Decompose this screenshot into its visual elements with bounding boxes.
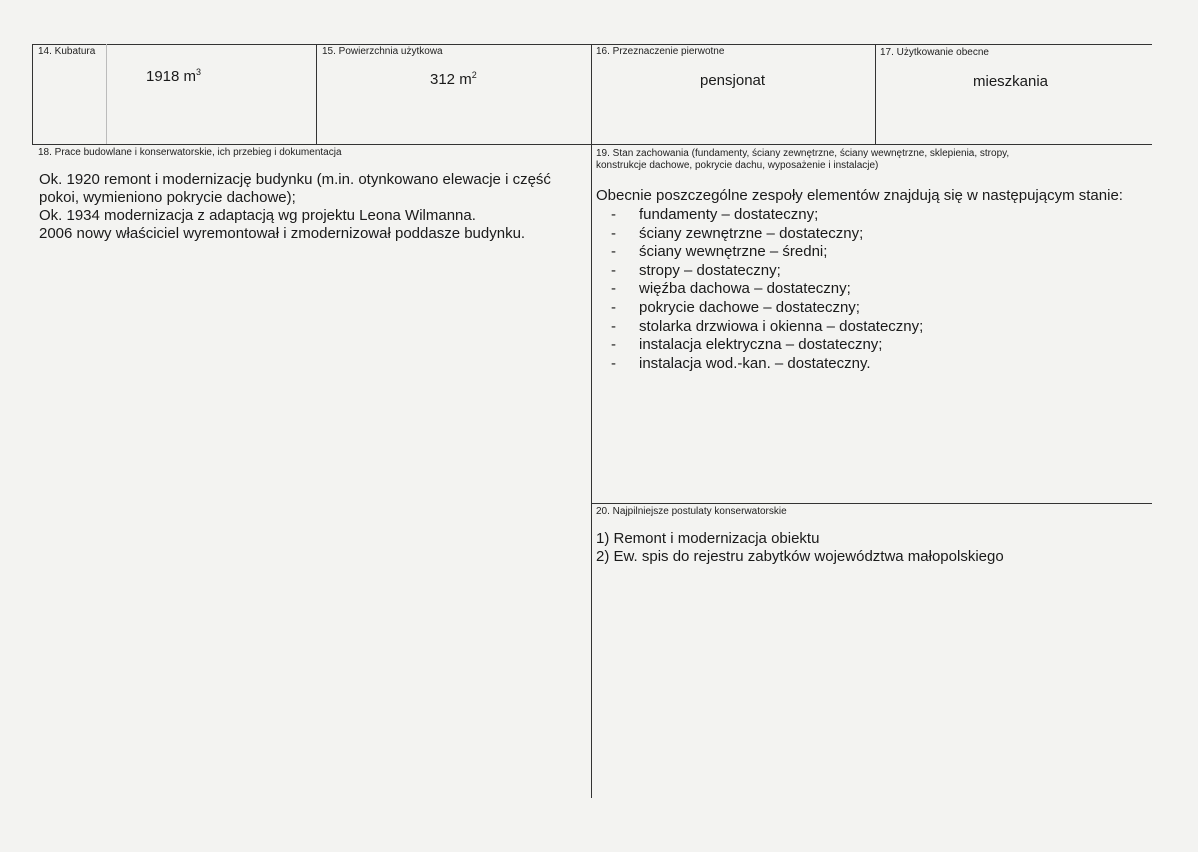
section-18-line: Ok. 1934 modernizacja z adaptacją wg projektu Leona Wilmanna. xyxy=(39,207,476,224)
section-18-text xyxy=(39,171,551,243)
list-item: - fundamenty – dostateczny; xyxy=(611,206,819,223)
section-18-line: pokoi, wymieniono pokrycie dachowe); xyxy=(39,189,296,206)
section-20-label: 20. Najpilniejsze postulaty konserwatorskie xyxy=(596,506,787,517)
condition-list xyxy=(611,206,923,373)
przeznaczenie-label: 16. Przeznaczenie pierwotne xyxy=(596,46,725,57)
col-divider-3 xyxy=(875,44,876,144)
section-20-divider xyxy=(592,503,1152,504)
section-18-label: 18. Prace budowlane i konserwatorskie, ich przebieg i dokumentacja xyxy=(38,147,342,158)
kubatura-label: 14. Kubatura xyxy=(38,46,96,57)
left-border xyxy=(32,44,33,144)
section-18-line: Ok. 1920 remont i modernizację budynku (m.in. otynkowano elewacje i część xyxy=(39,171,551,188)
top-border xyxy=(32,44,1152,45)
row-divider xyxy=(32,144,1152,145)
list-item: - pokrycie dachowe – dostateczny; xyxy=(611,298,860,316)
section-20-text xyxy=(596,530,1004,566)
section-19-intro: Obecnie poszczególne zespoły elementów znajdują się w następującym stanie: xyxy=(596,187,1123,204)
uzytkowanie-value: mieszkania xyxy=(973,73,1049,90)
powierzchnia-label: 15. Powierzchnia użytkowa xyxy=(322,46,443,57)
list-item: - ściany wewnętrzne – średni; xyxy=(611,243,828,261)
section-20-line: 1) Remont i modernizacja obiektu xyxy=(596,530,820,547)
section-19-label-cont: konstrukcje dachowe, pokrycie dachu, wyposażenie i instalacje) xyxy=(596,160,879,171)
section-20-line: 2) Ew. spis do rejestru zabytków województwa małopolskiego xyxy=(596,548,1004,565)
list-item: - instalacja elektryczna – dostateczny; xyxy=(611,336,883,354)
list-item: - instalacja wod.-kan. – dostateczny. xyxy=(611,354,871,372)
col-divider-1 xyxy=(316,44,317,144)
list-item: - stolarka drzwiowa i okienna – dostateczny; xyxy=(611,317,924,335)
section-19-label: 19. Stan zachowania (fundamenty, ściany zewnętrzne, ściany wewnętrzne, sklepienia, stropy, xyxy=(596,148,1010,159)
col-divider-main xyxy=(591,44,592,798)
kubatura-value: 1918 $m^3$ xyxy=(146,67,202,85)
list-item: - stropy – dostateczny; xyxy=(611,261,781,279)
powierzchnia-value: 312 $m^2$ xyxy=(430,70,477,88)
uzytkowanie-label: 17. Użytkowanie obecne xyxy=(880,47,989,58)
list-item: - więźba dachowa – dostateczny; xyxy=(611,280,851,298)
przeznaczenie-value: pensjonat xyxy=(700,72,766,89)
list-item: - ściany zewnętrzne – dostateczny; xyxy=(611,224,864,242)
section-18-line: 2006 nowy właściciel wyremontował i zmodernizował poddasze budynku. xyxy=(39,225,526,242)
faint-line xyxy=(106,44,107,144)
